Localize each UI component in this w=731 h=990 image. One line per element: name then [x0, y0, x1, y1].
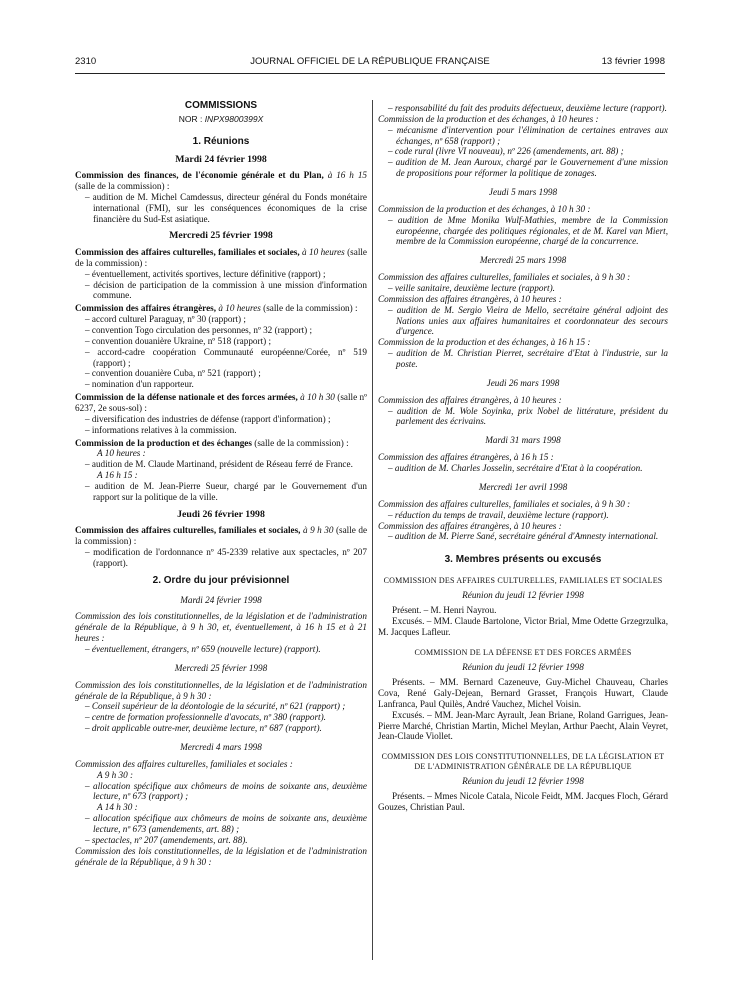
committee-entry: Commission des affaires étrangères, à 16 h 15 : — [378, 452, 554, 463]
agenda-item: – audition de M. Jean-Pierre Sueur, chargé par le Gouvernement d'un rapport sur la politique de la ville. — [85, 481, 367, 502]
agenda-item: – mécanisme d'intervention pour l'élimination de certaines entraves aux échanges, nº 658 (rapport) ; — [388, 124, 668, 146]
agenda-item: – audition de Mme Monika Wulf-Mathies, membre de la Commission européenne, chargée des politiques régionales, et de M. Karel van Miert, membre de la Commission européenne, chargé de la concurrence. — [388, 214, 668, 247]
header-rule — [75, 73, 665, 74]
agenda-item: – informations relatives à la commission. — [85, 424, 237, 435]
page-header — [75, 56, 665, 70]
page-number: 2310 — [75, 56, 97, 67]
heading-membres: 3. Membres présents ou excusés — [444, 554, 602, 566]
agenda-item: – nomination d'un rapporteur. — [85, 379, 194, 390]
committee-entry: Commission des affaires culturelles, familiales et sociales, à 10 heures (salle de la commission) : — [75, 247, 368, 268]
journal-title: JOURNAL OFFICIEL DE LA RÉPUBLIQUE FRANÇAISE — [250, 56, 490, 67]
time-slot: A 10 heures : — [97, 448, 146, 459]
present-list: Présent. – M. Henri Nayrou. — [392, 605, 497, 616]
agenda-item: – accord culturel Paraguay, nº 30 (rapport) ; — [85, 314, 246, 325]
agenda-item: – audition de M. Michel Camdessus, directeur général du Fonds monétaire international (FMI), sur les conséquences économiques de la crise financière du Sud-Est asiatique. — [85, 191, 367, 224]
committee-entry: Commission des lois constitutionnelles, de la législation et de l'administration générale de la République, à 9 h 30, et, éventuellement, à 16 h 15 et à 21 heures : — [75, 611, 367, 644]
day-heading: Jeudi 26 février 1998 — [177, 508, 265, 520]
time-slot: A 14 h 30 : — [97, 802, 138, 813]
commission-title: COMMISSION DES LOIS CONSTITUTIONNELLES, DE LA LÉGISLATION ET DE L'ADMINISTRATION GÉNÉRALE DE LA RÉPUBLIQUE — [381, 752, 665, 771]
agenda-item: – droit applicable outre-mer, deuxième lecture, nº 687 (rapport). — [85, 723, 322, 734]
heading-ordre-du-jour: 2. Ordre du jour prévisionnel — [152, 574, 290, 586]
day-heading: Mercredi 25 février 1998 — [169, 230, 273, 242]
day-heading: Mardi 24 février 1998 — [175, 153, 267, 165]
present-list: Présents. – MM. Bernard Cazeneuve, Guy-Michel Chauveau, Charles Cova, René Galy-Dejean, Bernard Grasset, François Huwart, Claude Lanfranca, Paul Quilès, André Vauchez, Michel Voisin. — [378, 677, 668, 709]
committee-entry: Commission des finances, de l'économie générale et du Plan, à 16 h 15 (salle de la commission) : — [75, 170, 368, 192]
agenda-item: – centre de formation professionnelle d'avocats, nº 380 (rapport). — [85, 712, 326, 723]
day-heading: Mercredi 1er avril 1998 — [478, 481, 568, 492]
excused-list: Excusés. – MM. Jean-Marc Ayrault, Jean Briane, Roland Garrigues, Jean-Pierre Marché, Christian Martin, Michel Meylan, Arthur Paecht, Alain Veyret, Jean-Claude Viollet. — [378, 709, 668, 742]
meeting-date: Réunion du jeudi 12 février 1998 — [462, 662, 584, 673]
committee-entry: Commission des affaires étrangères, à 10 heures : — [378, 293, 562, 304]
committee-entry: Commission des lois constitutionnelles, de la législation et de l'administration générale de la République, à 9 h 30 : — [75, 679, 367, 701]
agenda-item: – responsabilité du fait des produits défectueux, deuxième lecture (rapport). — [388, 103, 667, 113]
commission-title: COMMISSION DE LA DÉFENSE ET DES FORCES ARMÉES — [414, 647, 632, 657]
agenda-item: – modification de l'ordonnance nº 45-2339 relative aux spectacles, nº 207 (rapport). — [85, 547, 367, 568]
committee-entry: Commission de la production et des échanges, à 10 heures : — [378, 113, 599, 124]
committee-entry: Commission de la production et des échanges, à 10 h 30 : — [378, 203, 591, 214]
agenda-item: – éventuellement, activités sportives, lecture définitive (rapport) ; — [85, 268, 326, 279]
committee-entry: Commission des affaires étrangères, à 10 heures : — [378, 394, 562, 405]
agenda-item: – allocation spécifique aux chômeurs de moins de soixante ans, deuxième lecture, nº 673 (amendements, art. 88) ; — [85, 813, 367, 835]
day-heading: Mardi 24 février 1998 — [180, 594, 262, 605]
agenda-item: – audition de M. Sergio Vieira de Mello, secrétaire général adjoint des Nations unies aux affaires humanitaires et coordonnateur des secours d'urgence. — [388, 304, 668, 337]
agenda-item: – veille sanitaire, deuxième lecture (rapport). — [388, 283, 555, 294]
right-column — [378, 103, 668, 813]
committee-entry: Commission de la production et des échanges, à 16 h 15 : — [378, 337, 591, 348]
time-slot: A 9 h 30 : — [97, 769, 134, 780]
agenda-item: – éventuellement, étrangers, nº 659 (nouvelle lecture) (rapport). — [85, 643, 321, 654]
agenda-item: – convention Togo circulation des personnes, nº 32 (rapport) ; — [85, 325, 313, 336]
day-heading: Mardi 31 mars 1998 — [485, 435, 561, 446]
heading-reunions: 1. Réunions — [192, 135, 250, 147]
day-heading: Mercredi 4 mars 1998 — [180, 742, 262, 752]
commission-title: COMMISSION DES AFFAIRES CULTURELLES, FAMILIALES ET SOCIALES — [383, 576, 663, 586]
agenda-item: – audition de M. Jean Auroux, chargé par le Gouvernement d'une mission de propositions pour réformer la politique de zonages. — [388, 157, 668, 179]
time-slot: A 16 h 15 : — [97, 470, 138, 481]
agenda-item: – convention douanière Ukraine, nº 518 (rapport) ; — [85, 335, 272, 346]
committee-entry: Commission de la production et des échanges (salle de la commission) : — [75, 437, 349, 448]
committee-entry: Commission des lois constitutionnelles, de la législation et de l'administration générale de la République, à 9 h 30 : — [75, 845, 367, 867]
agenda-item: – accord-cadre coopération Communauté européenne/Corée, nº 519 (rapport) ; — [85, 346, 367, 368]
meeting-date: Réunion du jeudi 12 février 1998 — [462, 776, 584, 787]
section-title: COMMISSIONS — [184, 100, 258, 111]
committee-entry: Commission des affaires culturelles, familiales et sociales : — [75, 758, 293, 769]
agenda-item: – audition de M. Claude Martinand, président de Réseau ferré de France. — [85, 459, 353, 470]
day-heading: Mercredi 25 février 1998 — [174, 662, 268, 673]
committee-entry: Commission de la défense nationale et des forces armées, à 10 h 30 (salle nº 6237, 2e sous-sol) : — [75, 392, 368, 414]
agenda-item: – audition de M. Wole Soyinka, prix Nobel de littérature, président du parlement des écrivains. — [388, 405, 668, 427]
agenda-item: – audition de M. Charles Josselin, secrétaire d'Etat à la coopération. — [388, 463, 643, 474]
agenda-item: – allocation spécifique aux chômeurs de moins de soixante ans, deuxième lecture, nº 673 (rapport) ; — [85, 780, 367, 802]
nor-reference: NOR : INPX9800399X — [178, 113, 264, 124]
agenda-item: – réduction du temps de travail, deuxième lecture (rapport). — [388, 509, 609, 520]
agenda-item: – audition de M. Christian Pierret, secrétaire d'Etat à l'industrie, sur la poste. — [388, 348, 668, 370]
agenda-item: – audition de M. Pierre Sané, secrétaire général d'Amnesty international. — [388, 531, 659, 542]
meeting-date: Réunion du jeudi 12 février 1998 — [462, 590, 584, 601]
excused-list: Excusés. – MM. Claude Bartolone, Victor Brial, Mme Odette Grzegrzulka, M. Jacques Lafleur. — [378, 616, 668, 638]
issue-date: 13 février 1998 — [601, 56, 665, 67]
agenda-item: – spectacles, nº 207 (amendements, art. 88). — [85, 834, 248, 845]
committee-entry: Commission des affaires étrangères, à 10 heures : — [378, 520, 562, 531]
committee-entry: Commission des affaires culturelles, familiales et sociales, à 9 h 30 (salle de la commission) : — [75, 525, 368, 547]
committee-entry: Commission des affaires culturelles, familiales et sociales, à 9 h 30 : — [378, 272, 631, 283]
agenda-item: – Conseil supérieur de la déontologie de la sécurité, nº 621 (rapport) ; — [85, 701, 346, 712]
day-heading: Jeudi 26 mars 1998 — [486, 377, 560, 388]
agenda-item: – code rural (livre VI nouveau), nº 226 (amendements, art. 88) ; — [388, 146, 624, 157]
committee-entry: Commission des affaires étrangères, à 10 heures (salle de la commission) : — [75, 303, 358, 314]
agenda-item: – diversification des industries de défense (rapport d'information) ; — [85, 413, 331, 424]
agenda-item: – décision de participation de la commission à une mission d'information commune. — [85, 279, 367, 301]
committee-entry: Commission des affaires culturelles, familiales et sociales, à 9 h 30 : — [378, 498, 631, 509]
left-column — [75, 100, 367, 867]
column-divider — [372, 100, 373, 960]
day-heading: Jeudi 5 mars 1998 — [488, 187, 558, 198]
agenda-item: – convention douanière Cuba, nº 521 (rapport) ; — [85, 368, 261, 379]
present-list: Présents. – Mmes Nicole Catala, Nicole Feidt, MM. Jacques Floch, Gérard Gouzes, Christian Paul. — [378, 791, 668, 812]
day-heading: Mercredi 25 mars 1998 — [479, 255, 567, 266]
